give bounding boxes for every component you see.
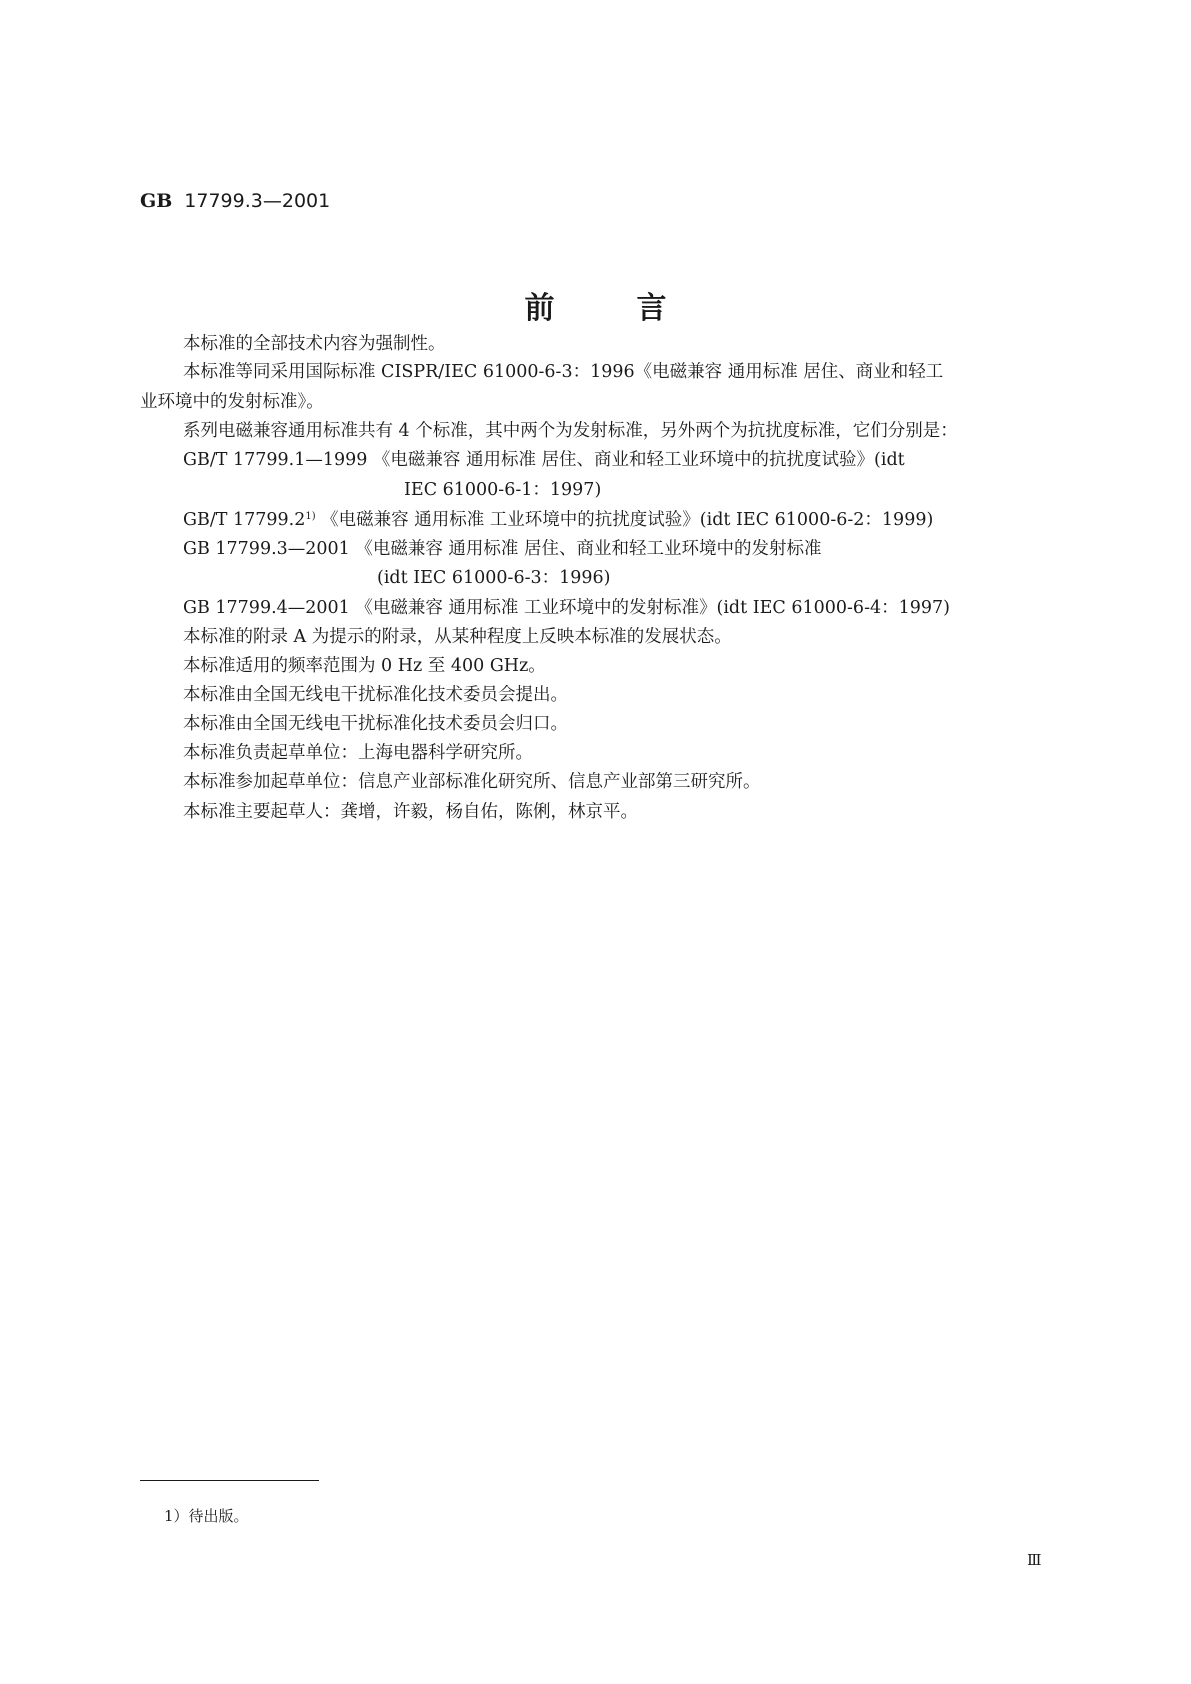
standard-list-continuation: IEC 61000-6-1：1997) xyxy=(404,480,602,500)
page-title: 前言 xyxy=(524,291,749,326)
paragraph-line: 本标准适用的频率范围为 0 Hz 至 400 GHz。 xyxy=(183,656,546,676)
paragraph-line: 系列电磁兼容通用标准共有 4 个标准，其中两个为发射标准，另外两个为抗扰度标准，它们分别是： xyxy=(183,421,958,441)
standard-list-item: GB 17799.4—2001 《电磁兼容 通用标准 工业环境中的发射标准》(idt IEC 61000-6-4：1997) xyxy=(183,598,950,618)
footnote-marker: 1) xyxy=(305,511,316,522)
paragraph-line: 本标准等同采用国际标准 CISPR/IEC 61000-6-3：1996《电磁兼容 通用标准 居住、商业和轻工 xyxy=(183,362,944,382)
paragraph-line: 本标准主要起草人：龚增，许毅，杨自佑，陈俐，林京平。 xyxy=(183,802,638,822)
footnote: 1）待出版。 xyxy=(164,1507,249,1525)
paragraph-line: 本标准由全国无线电干扰标准化技术委员会归口。 xyxy=(183,714,568,734)
paragraph-line: 本标准参加起草单位：信息产业部标准化研究所、信息产业部第三研究所。 xyxy=(183,772,761,792)
standard-list-item: GB 17799.3—2001 《电磁兼容 通用标准 居住、商业和轻工业环境中的发射标准 xyxy=(183,539,822,559)
paragraph-line: 本标准由全国无线电干扰标准化技术委员会提出。 xyxy=(183,685,568,705)
standard-number: 17799.3—2001 xyxy=(184,190,331,212)
standard-prefix: GB xyxy=(140,190,173,212)
paragraph-line: 本标准的附录 A 为提示的附录，从某种程度上反映本标准的发展状态。 xyxy=(183,627,732,647)
paragraph-line: 本标准负责起草单位：上海电器科学研究所。 xyxy=(183,743,533,763)
footnote-divider xyxy=(140,1480,319,1481)
paragraph-line: 本标准的全部技术内容为强制性。 xyxy=(183,334,446,354)
paragraph-line: 业环境中的发射标准》。 xyxy=(140,392,324,412)
page-number: Ⅲ xyxy=(1027,1551,1042,1569)
standard-list-item: GB/T 17799.1—1999 《电磁兼容 通用标准 居住、商业和轻工业环境中的抗扰度试验》(idt xyxy=(183,450,905,470)
standard-code-header xyxy=(140,190,330,212)
standard-list-continuation: (idt IEC 61000-6-3：1996) xyxy=(377,568,611,588)
standard-list-item: GB/T 17799.2$^{1)}$ 《电磁兼容 通用标准 工业环境中的抗扰度试验》(idt IEC 61000-6-2：1999) xyxy=(183,510,934,530)
